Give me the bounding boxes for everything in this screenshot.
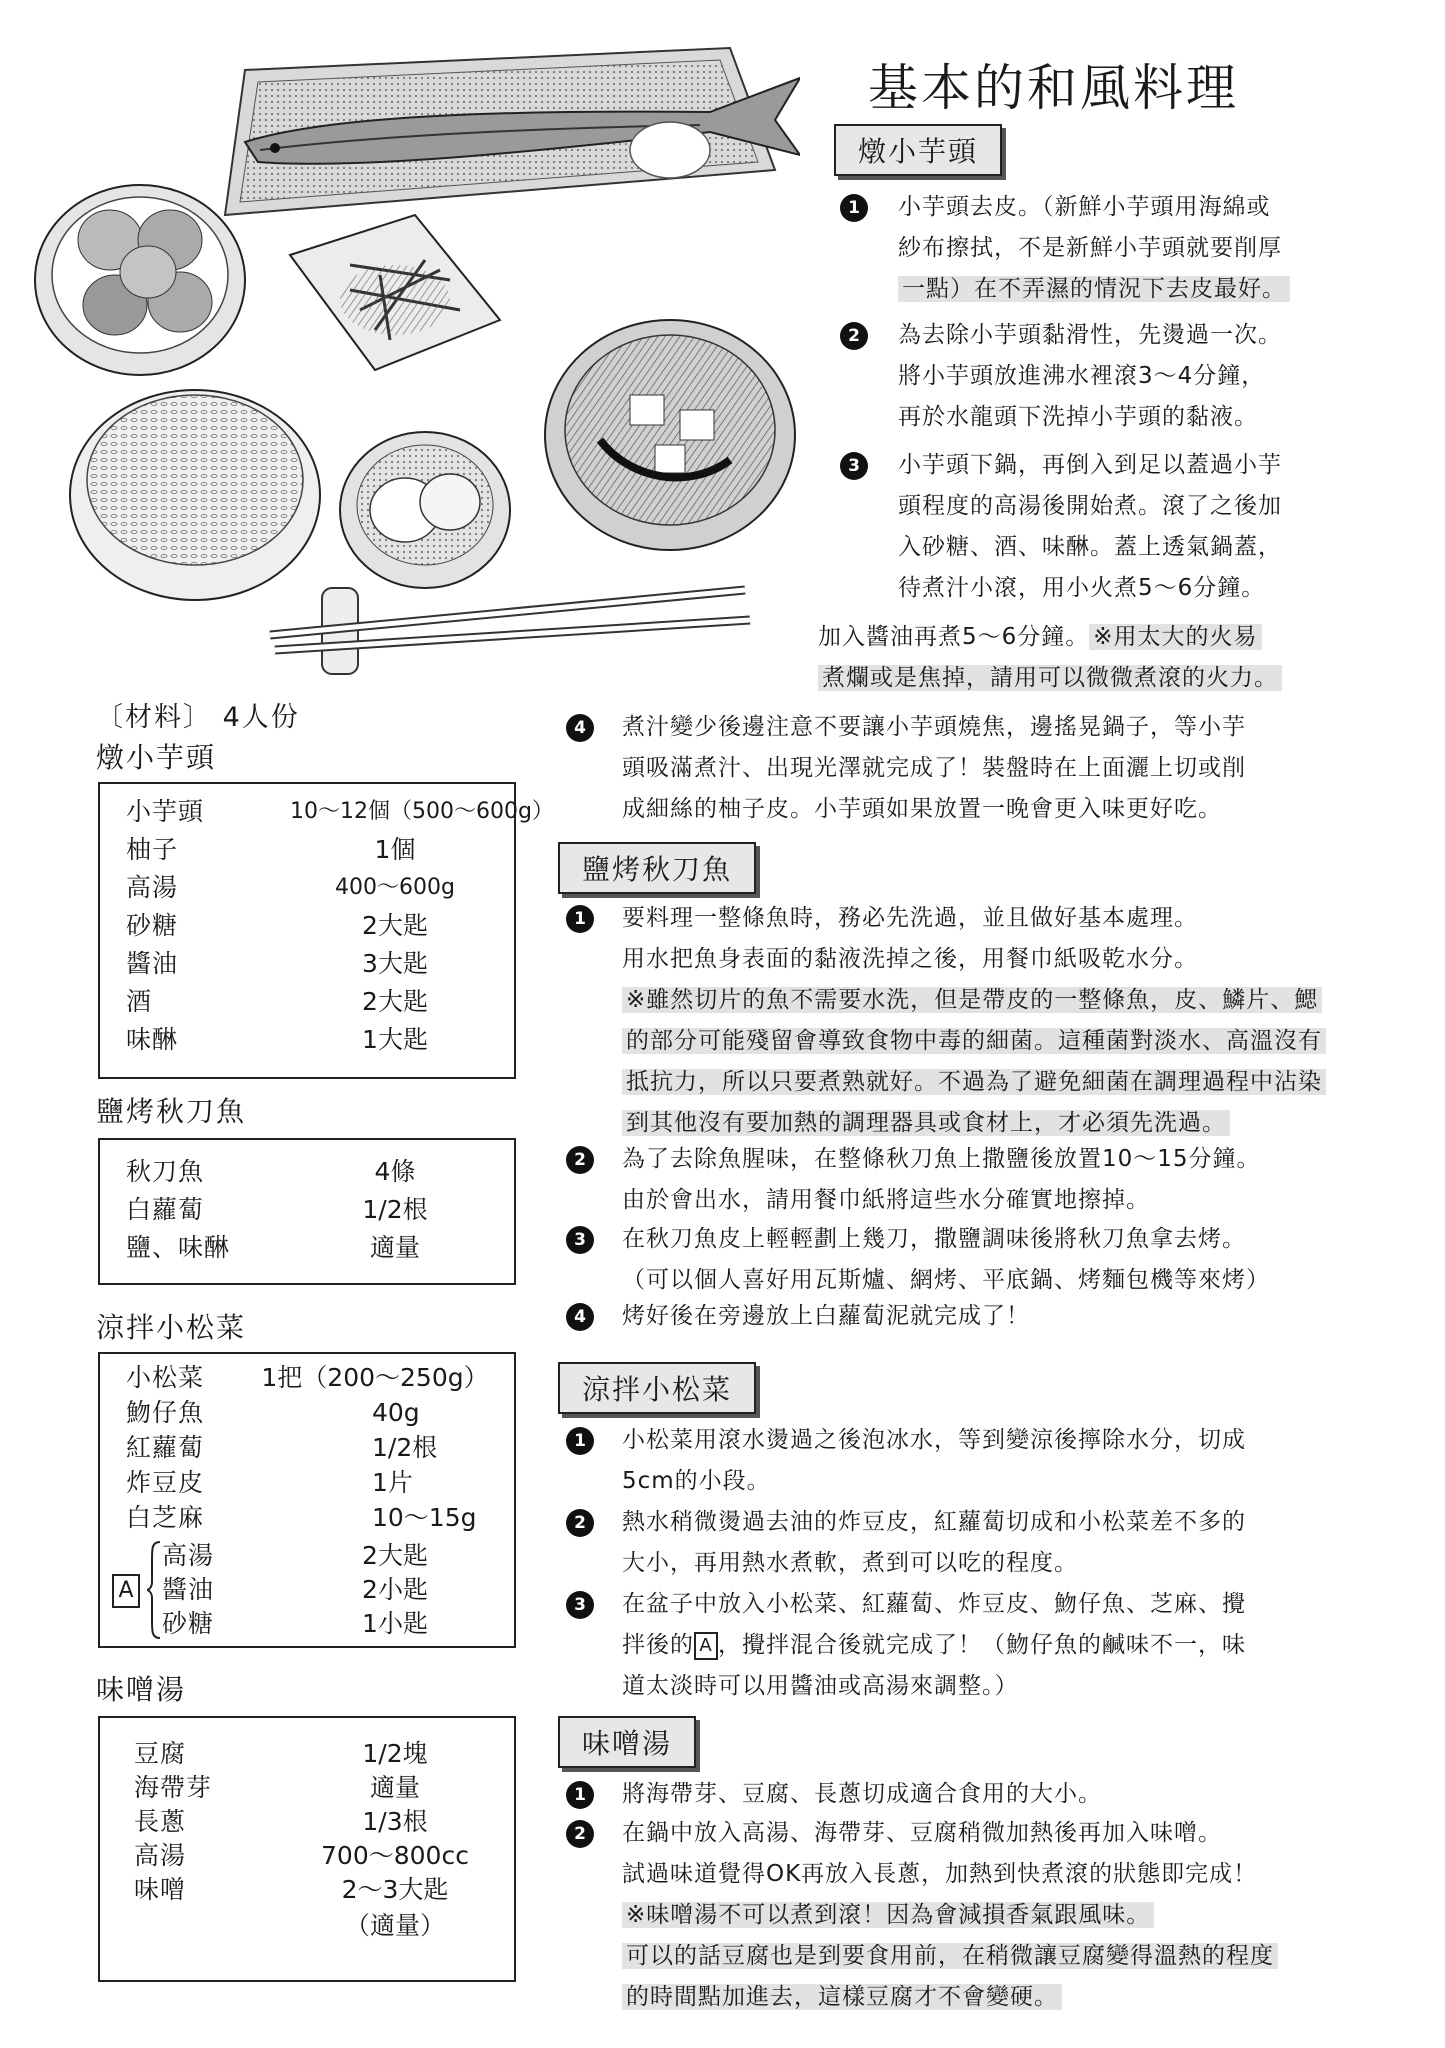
ingredient-row bbox=[100, 1572, 514, 1608]
ingredient-name: 醬油 bbox=[126, 949, 179, 978]
step-number: 3 bbox=[840, 452, 868, 480]
taro-note-line: 煮爛或是焦掉，請用可以微微煮滾的火力。 bbox=[818, 665, 1282, 691]
step-line: 再於水龍頭下洗掉小芋頭的黏液。 bbox=[898, 404, 1258, 430]
ingredient-row bbox=[100, 1022, 514, 1058]
ingredient-qty: 2大匙 bbox=[362, 911, 428, 940]
ingredient-row bbox=[100, 832, 514, 868]
miso-soup-bowl bbox=[545, 320, 795, 550]
step-line: 將海帶芽、豆腐、長蔥切成適合食用的大小。 bbox=[622, 1781, 1102, 1807]
ingredient-name: 小松菜 bbox=[126, 1363, 205, 1392]
ingredient-qty: 1大匙 bbox=[362, 1025, 428, 1054]
ingredient-qty: （適量） bbox=[344, 1911, 445, 1940]
ingredient-qty: 10〜15g bbox=[372, 1503, 477, 1532]
taro-extra-line: 加入醬油再煮5〜6分鐘。 bbox=[818, 624, 1090, 650]
ingredient-qty: 1/2根 bbox=[372, 1433, 438, 1462]
step-line: （可以個人喜好用瓦斯爐、網烤、平底鍋、烤麵包機等來烤） bbox=[622, 1267, 1270, 1293]
step-line: 入砂糖、酒、味醂。蓋上透氣鍋蓋， bbox=[898, 534, 1282, 560]
ingredient-name: 砂糖 bbox=[126, 911, 179, 940]
step-number: 1 bbox=[840, 194, 868, 222]
section-header-komatsuna: 涼拌小松菜 bbox=[558, 1362, 756, 1414]
saury-note-line: 的部分可能殘留會導致食物中毒的細菌。這種菌對淡水、高溫沒有 bbox=[622, 1028, 1326, 1054]
ingredient-name: 砂糖 bbox=[162, 1609, 215, 1638]
step-number: 1 bbox=[566, 1781, 594, 1809]
ingredient-row bbox=[100, 794, 554, 830]
ingredient-box-miso bbox=[98, 1716, 516, 1982]
section-header-miso: 味噌湯 bbox=[558, 1716, 696, 1768]
seasoning-a-box: A bbox=[112, 1574, 140, 1608]
step-number: 3 bbox=[566, 1591, 594, 1619]
ingredient-qty: 2大匙 bbox=[362, 1541, 428, 1570]
ingredient-row bbox=[100, 1395, 514, 1431]
ingredient-row bbox=[100, 1908, 514, 1944]
saury-note-line: ※雖然切片的魚不需要水洗，但是帶皮的一整條魚，皮、鱗片、鰓 bbox=[622, 987, 1322, 1013]
step-line: 頭吸滿煮汁、出現光澤就完成了！裝盤時在上面灑上切或削 bbox=[622, 755, 1246, 781]
step-line: 為了去除魚腥味，在整條秋刀魚上撒鹽後放置10〜15分鐘。 bbox=[622, 1146, 1261, 1172]
ingredient-row bbox=[100, 946, 514, 982]
ingredient-label-saury: 鹽烤秋刀魚 bbox=[96, 1095, 247, 1128]
step-number: 2 bbox=[566, 1146, 594, 1174]
ingredient-row bbox=[100, 1430, 514, 1466]
ingredient-name: 白芝麻 bbox=[126, 1503, 205, 1532]
step-line: 熱水稍微燙過去油的炸豆皮，紅蘿蔔切成和小松菜差不多的 bbox=[622, 1509, 1246, 1535]
step-line: 烤好後在旁邊放上白蘿蔔泥就完成了！ bbox=[622, 1303, 1030, 1329]
step-line: ，攪拌混合後就完成了！（魩仔魚的鹹味不一，味 bbox=[718, 1632, 1246, 1658]
ingredient-name: 酒 bbox=[126, 987, 153, 1016]
page-title: 基本的和風料理 bbox=[868, 59, 1239, 117]
ingredient-row bbox=[100, 1606, 514, 1642]
section-header-saury: 鹽烤秋刀魚 bbox=[558, 842, 756, 894]
ingredient-name: 豆腐 bbox=[134, 1739, 187, 1768]
step-line: 大小，再用熱水煮軟，煮到可以吃的程度。 bbox=[622, 1550, 1078, 1576]
ingredient-qty: 400〜600g bbox=[335, 875, 455, 900]
ingredient-row bbox=[100, 1465, 514, 1501]
step-number: 1 bbox=[566, 905, 594, 933]
step-line: 由於會出水，請用餐巾紙將這些水分確實地擦掉。 bbox=[622, 1187, 1150, 1213]
step-number: 3 bbox=[566, 1226, 594, 1254]
ingredient-name: 白蘿蔔 bbox=[126, 1195, 205, 1224]
ingredient-row bbox=[100, 1872, 514, 1908]
section-header-taro: 燉小芋頭 bbox=[834, 124, 1002, 176]
ingredient-qty: 1/2塊 bbox=[362, 1739, 428, 1768]
ingredient-row bbox=[100, 908, 514, 944]
ingredient-label-komatsuna: 涼拌小松菜 bbox=[96, 1311, 247, 1344]
ingredient-name: 柚子 bbox=[126, 835, 179, 864]
ingredient-name: 魩仔魚 bbox=[126, 1398, 205, 1427]
step-line: 要料理一整條魚時，務必先洗過，並且做好基本處理。 bbox=[622, 905, 1198, 931]
miso-note-line: ※味噌湯不可以煮到滾！因為會減損香氣跟風味。 bbox=[622, 1902, 1154, 1928]
ingredient-qty: 700〜800cc bbox=[321, 1841, 469, 1870]
ingredient-name: 炸豆皮 bbox=[126, 1468, 205, 1497]
step-line: 成細絲的柚子皮。小芋頭如果放置一晚會更入味更好吃。 bbox=[622, 796, 1222, 822]
saury-note-line: 抵抗力，所以只要煮熟就好。不過為了避免細菌在調理過程中沾染 bbox=[622, 1069, 1326, 1095]
step-number: 2 bbox=[566, 1509, 594, 1537]
step-line: 用水把魚身表面的黏液洗掉之後，用餐巾紙吸乾水分。 bbox=[622, 946, 1198, 972]
step-line: 道太淡時可以用醬油或高湯來調整。） bbox=[622, 1673, 1019, 1699]
ingredient-row bbox=[100, 1230, 514, 1266]
ingredient-qty: 適量 bbox=[369, 1233, 420, 1262]
ingredient-row bbox=[100, 1804, 514, 1840]
ingredient-box-komatsuna bbox=[98, 1352, 516, 1648]
pickle-dish bbox=[340, 432, 510, 588]
ingredient-name: 秋刀魚 bbox=[126, 1157, 205, 1186]
ingredients-header: 〔材料〕 4人份 bbox=[96, 702, 300, 733]
ingredient-qty: 4條 bbox=[374, 1157, 416, 1186]
ingredient-name: 高湯 bbox=[134, 1841, 187, 1870]
ingredient-name: 醬油 bbox=[162, 1575, 215, 1604]
taro-note-line: ※用太大的火易 bbox=[1089, 624, 1261, 650]
ingredient-name: 紅蘿蔔 bbox=[126, 1433, 205, 1462]
step-line: 小芋頭去皮。（新鮮小芋頭用海綿或 bbox=[898, 194, 1271, 220]
step-line: 在盆子中放入小松菜、紅蘿蔔、炸豆皮、魩仔魚、芝麻、攪 bbox=[622, 1591, 1246, 1617]
ingredient-row bbox=[100, 1360, 514, 1396]
saury-note-line: 到其他沒有要加熱的調理器具或食材上，才必須先洗過。 bbox=[622, 1110, 1230, 1136]
step-line: 將小芋頭放進沸水裡滾3〜4分鐘， bbox=[898, 363, 1266, 389]
ingredient-qty: 1/3根 bbox=[362, 1807, 428, 1836]
ingredient-qty: 10〜12個（500〜600g） bbox=[290, 799, 554, 824]
ingredient-row bbox=[100, 1736, 514, 1772]
miso-note-line: 的時間點加進去，這樣豆腐才不會變硬。 bbox=[622, 1984, 1062, 2010]
ingredient-qty: 2小匙 bbox=[362, 1575, 428, 1604]
step-number: 4 bbox=[566, 714, 594, 742]
ingredient-qty: 40g bbox=[372, 1398, 420, 1427]
step-line: 紗布擦拭，不是新鮮小芋頭就要削厚 bbox=[898, 235, 1282, 261]
ingredient-label-miso: 味噌湯 bbox=[96, 1673, 187, 1706]
ingredient-qty: 適量 bbox=[369, 1773, 420, 1802]
step-line: 為去除小芋頭黏滑性，先燙過一次。 bbox=[898, 322, 1282, 348]
ingredient-qty: 2大匙 bbox=[362, 987, 428, 1016]
ingredient-qty: 2〜3大匙 bbox=[341, 1875, 449, 1904]
step-line: 在秋刀魚皮上輕輕劃上幾刀，撒鹽調味後將秋刀魚拿去烤。 bbox=[622, 1226, 1246, 1252]
ingredient-name: 海帶芽 bbox=[134, 1773, 213, 1802]
step-line: 煮汁變少後邊注意不要讓小芋頭燒焦，邊搖晃鍋子，等小芋 bbox=[622, 714, 1246, 740]
step-number: 1 bbox=[566, 1427, 594, 1455]
ingredient-name: 高湯 bbox=[126, 873, 179, 902]
ingredient-qty: 1片 bbox=[372, 1468, 413, 1497]
seasoning-a-mark: A bbox=[694, 1632, 718, 1660]
meal-illustration bbox=[30, 40, 800, 680]
ingredient-row bbox=[100, 984, 514, 1020]
step-line: 頭程度的高湯後開始煮。滾了之後加 bbox=[898, 493, 1282, 519]
chopsticks bbox=[270, 588, 750, 674]
miso-note-line: 可以的話豆腐也是到要食用前，在稍微讓豆腐變得溫熱的程度 bbox=[622, 1943, 1278, 1969]
ingredient-row bbox=[100, 870, 514, 906]
step-line: 小松菜用滾水燙過之後泡冰水，等到變涼後擰除水分，切成 bbox=[622, 1427, 1246, 1453]
ingredient-qty: 1/2根 bbox=[362, 1195, 428, 1224]
step-line: 在鍋中放入高湯、海帶芽、豆腐稍微加熱後再加入味噌。 bbox=[622, 1820, 1222, 1846]
taro-bowl bbox=[35, 185, 245, 375]
step-line: 拌後的 bbox=[622, 1632, 694, 1658]
step-line: 試過味道覺得OK再放入長蔥，加熱到快煮滾的狀態即完成！ bbox=[622, 1861, 1258, 1887]
ingredient-box-saury bbox=[98, 1138, 516, 1285]
ingredient-row bbox=[100, 1500, 514, 1536]
ingredient-qty: 3大匙 bbox=[362, 949, 428, 978]
ingredient-row bbox=[100, 1838, 514, 1874]
ingredient-row bbox=[100, 1192, 514, 1228]
ingredient-qty: 1個 bbox=[374, 835, 416, 864]
step-number: 2 bbox=[566, 1820, 594, 1848]
ingredient-qty: 1把（200〜250g） bbox=[261, 1363, 489, 1392]
ingredient-name: 味醂 bbox=[126, 1025, 179, 1054]
rice-bowl bbox=[70, 390, 320, 600]
ingredient-name: 味噌 bbox=[134, 1875, 187, 1904]
step-line: 5cm的小段。 bbox=[622, 1468, 771, 1494]
step-line: 一點）在不弄濕的情況下去皮最好。 bbox=[898, 276, 1290, 302]
komatsuna-plate bbox=[290, 215, 500, 370]
ingredient-name: 小芋頭 bbox=[126, 797, 205, 826]
ingredient-row bbox=[100, 1538, 514, 1574]
ingredient-name: 鹽、味醂 bbox=[126, 1233, 231, 1262]
ingredient-box-taro bbox=[98, 782, 554, 1079]
ingredient-name: 高湯 bbox=[162, 1541, 215, 1570]
step-line: 待煮汁小滾，用小火煮5〜6分鐘。 bbox=[898, 575, 1266, 601]
step-line: 小芋頭下鍋，再倒入到足以蓋過小芋 bbox=[898, 452, 1282, 478]
ingredient-row bbox=[100, 1154, 514, 1190]
step-number: 2 bbox=[840, 322, 868, 350]
ingredient-label-taro: 燉小芋頭 bbox=[96, 741, 217, 774]
ingredient-name: 長蔥 bbox=[134, 1807, 187, 1836]
ingredient-row bbox=[100, 1770, 514, 1806]
ingredient-qty: 1小匙 bbox=[362, 1609, 428, 1638]
step-number: 4 bbox=[566, 1303, 594, 1331]
